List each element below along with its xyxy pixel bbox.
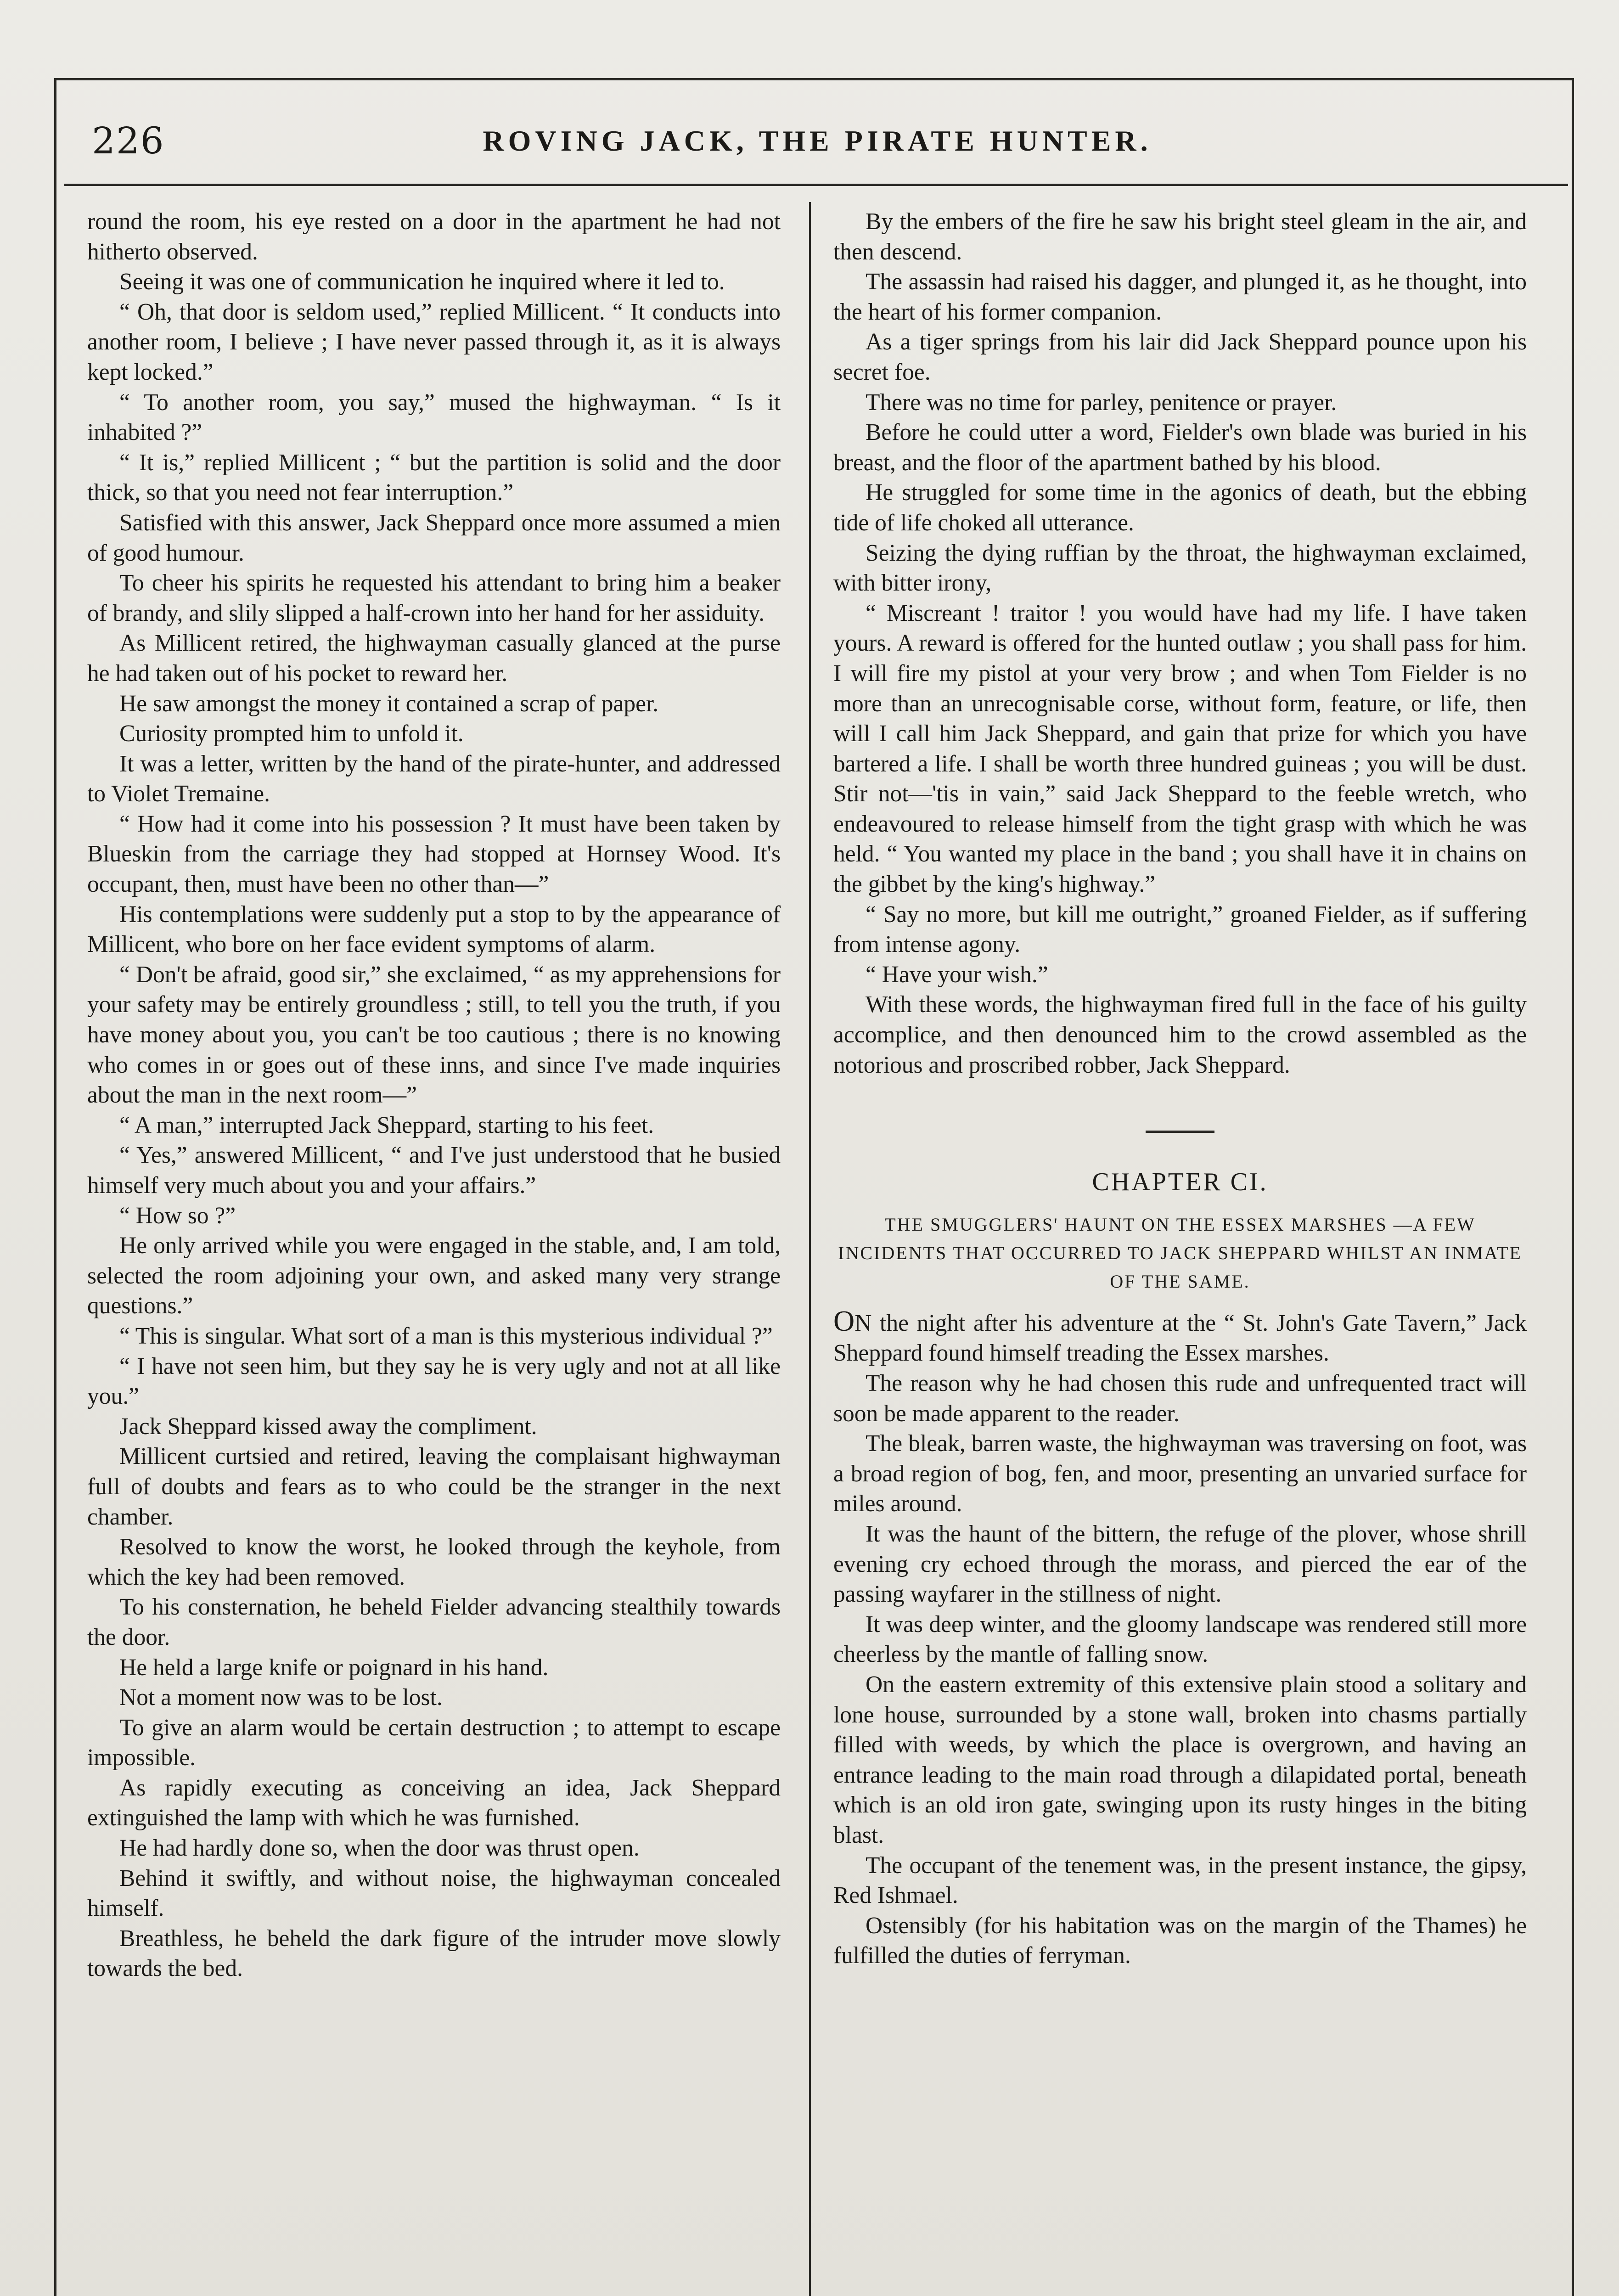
- page-number: 226: [92, 119, 165, 162]
- paragraph: It was deep winter, and the gloomy landscape was rendered still more cheerless by the mantle of falling snow.: [833, 1611, 1527, 1668]
- paragraph: It was a letter, written by the hand of the pirate-hunter, and addressed to Violet Tremaine.: [87, 750, 781, 807]
- page-header: [69, 110, 1566, 170]
- paragraph: “ Have your wish.”: [866, 961, 1048, 988]
- paragraph: As Millicent retired, the highwayman casually glanced at the purse he had taken out of his pocket to reward her.: [87, 630, 781, 687]
- paragraph: Not a moment now was to be lost.: [119, 1684, 443, 1711]
- paragraph: To cheer his spirits he requested his attendant to bring him a beaker of brandy, and slily slipped a half-crown into her hand for her assiduity.: [87, 570, 781, 626]
- paragraph: On the eastern extremity of this extensive plain stood a solitary and lone house, surrounded by a stone wall, broken into chasms partially filled with weeds, by which the place is overgrown, and having an entrance leading to the main road through a dilapidated portal, beneath which is an old iron gate, swinging upon its rusty hinges in the biting blast.: [833, 1671, 1527, 1848]
- paragraph: Seizing the dying ruffian by the throat, the highwayman exclaimed, with bitter irony,: [833, 540, 1527, 597]
- paragraph: Before he could utter a word, Fielder's own blade was buried in his breast, and the floor of the apartment bathed by his blood.: [833, 419, 1527, 476]
- paragraph: Behind it swiftly, and without noise, the highwayman concealed himself.: [87, 1865, 781, 1922]
- paragraph: Seeing it was one of communication he inquired where it led to.: [119, 269, 725, 295]
- paragraph: “ To another room, you say,” mused the highwayman. “ Is it inhabited ?”: [87, 389, 781, 446]
- left-column: [87, 207, 781, 1984]
- paragraph: He only arrived while you were engaged in the stable, and, I am told, selected the room adjoining your own, and asked many very strange questions.”: [87, 1232, 781, 1319]
- paragraph: The bleak, barren waste, the highwayman was traversing on foot, was a broad region of bog, fen, and moor, presenting an unvaried surface for miles around.: [833, 1430, 1527, 1517]
- paragraph: “ Say no more, but kill me outright,” groaned Fielder, as if suffering from intense agony.: [833, 901, 1527, 958]
- running-title: ROVING JACK, THE PIRATE HUNTER.: [483, 124, 1152, 157]
- drop-cap: O: [833, 1304, 855, 1337]
- paragraph: With these words, the highwayman fired full in the face of his guilty accomplice, and then denounced him to the crowd assembled as the notorious and proscribed robber, Jack Sheppard.: [833, 991, 1527, 1078]
- paragraph: The reason why he had chosen this rude and unfrequented tract will soon be made apparent to the reader.: [833, 1370, 1527, 1427]
- chapter-summary: THE SMUGGLERS' HAUNT ON THE ESSEX MARSHES —A FEW INCIDENTS THAT OCCURRED TO JACK SHEPPARD WHILST AN INMATE OF THE SAME.: [838, 1214, 1522, 1292]
- paragraph: He saw amongst the money it contained a scrap of paper.: [119, 690, 659, 717]
- paragraph: To his consternation, he beheld Fielder advancing stealthily towards the door.: [87, 1594, 781, 1650]
- chapter-title: CHAPTER CI.: [1092, 1168, 1268, 1197]
- paragraph: He held a large knife or poignard in his hand.: [119, 1654, 549, 1681]
- paragraph: “ How had it come into his possession ? It must have been taken by Blueskin from the carriage they had stopped at Hornsey Wood. It's occupant, then, must have been no other than—”: [87, 810, 781, 898]
- paragraph: “ A man,” interrupted Jack Sheppard, starting to his feet.: [119, 1112, 654, 1138]
- paragraph: By the embers of the fire he saw his bright steel gleam in the air, and then descend.: [833, 208, 1527, 265]
- paragraph: “ I have not seen him, but they say he is very ugly and not at all like you.”: [87, 1353, 781, 1410]
- column-divider: [809, 202, 811, 2296]
- paragraph: Jack Sheppard kissed away the compliment.: [119, 1413, 537, 1440]
- paragraph: “ Oh, that door is seldom used,” replied Millicent. “ It conducts into another room, I believe ; I have never passed through it, as it is always kept locked.”: [87, 298, 781, 385]
- paragraph: He had hardly done so, when the door was thrust open.: [119, 1835, 640, 1862]
- paragraph: There was no time for parley, penitence or prayer.: [866, 389, 1337, 416]
- header-rule: [64, 184, 1568, 186]
- paragraph: Curiosity prompted him to unfold it.: [119, 720, 464, 747]
- right-column: [833, 207, 1527, 1971]
- paragraph: As a tiger springs from his lair did Jack Sheppard pounce upon his secret foe.: [833, 329, 1527, 385]
- paragraph: “ Yes,” answered Millicent, “ and I've just understood that he busied himself very much about you and your affairs.”: [87, 1142, 781, 1199]
- paragraph: He struggled for some time in the agonics of death, but the ebbing tide of life choked all utterance.: [833, 479, 1527, 536]
- paragraph: It was the haunt of the bittern, the refuge of the plover, whose shrill evening cry echoed through the morass, and pierced the ear of the passing wayfarer in the stillness of night.: [833, 1520, 1527, 1608]
- paragraph: Breathless, he beheld the dark figure of the intruder move slowly towards the bed.: [87, 1925, 781, 1982]
- paragraph: “ This is singular. What sort of a man is this mysterious individual ?”: [119, 1322, 773, 1349]
- paragraph: His contemplations were suddenly put a stop to by the appearance of Millicent, who bore on her face evident symptoms of alarm.: [87, 901, 781, 958]
- paragraph: The assassin had raised his dagger, and plunged it, as he thought, into the heart of his former companion.: [833, 269, 1527, 325]
- paragraph: “ Miscreant ! traitor ! you would have had my life. I have taken yours. A reward is offered for the hunted outlaw ; you shall pass for him. I will fire my pistol at your very brow ; and when Tom Fielder is no more than an unrecognisable corse, without form, feature, or life, then will I call him Jack Sheppard, and gain that prize for which you have bartered a life. I shall be worth three hundred guineas ; you will be dust. Stir not—'tis in vain,” said Jack Sheppard to the feeble wretch, who endeavoured to release himself from the tight grasp with which he was held. “ You wanted my place in the band ; you shall have it in chains on the gibbet by the king's highway.”: [833, 600, 1527, 898]
- paragraph: The occupant of the tenement was, in the present instance, the gipsy, Red Ishmael.: [833, 1852, 1527, 1909]
- paragraph: “ How so ?”: [119, 1202, 236, 1229]
- paragraph: “ It is,” replied Millicent ; “ but the partition is solid and the door thick, so that you need not fear interruption.”: [87, 449, 781, 506]
- opening-text: N the night after his adventure at the “ St. John's Gate Tavern,” Jack Sheppard found himself treading the Essex marshes.: [833, 1310, 1527, 1367]
- paragraph: Ostensibly (for his habitation was on the margin of the Thames) he fulfilled the duties of ferryman.: [833, 1912, 1527, 1969]
- paragraph: As rapidly executing as conceiving an idea, Jack Sheppard extinguished the lamp with which he was furnished.: [87, 1774, 781, 1831]
- paragraph: Millicent curtsied and retired, leaving the complaisant highwayman full of doubts and fears as to who could be the stranger in the next chamber.: [87, 1443, 781, 1530]
- paragraph: round the room, his eye rested on a door in the apartment he had not hitherto observed.: [87, 208, 781, 265]
- paragraph: Resolved to know the worst, he looked through the keyhole, from which the key had been removed.: [87, 1534, 781, 1590]
- section-rule: [1146, 1131, 1214, 1133]
- chapter-opening-paragraph: [833, 1306, 1527, 1368]
- paragraph: “ Don't be afraid, good sir,” she exclaimed, “ as my apprehensions for your safety may be entirely groundless ; still, to tell you the truth, if you have money about you, you can't be too cautious ; there is no knowing who comes in or goes out of these inns, and since I've made inquiries about the man in the next room—”: [87, 961, 781, 1109]
- paragraph: Satisfied with this answer, Jack Sheppard once more assumed a mien of good humour.: [87, 509, 781, 566]
- paragraph: To give an alarm would be certain destruction ; to attempt to escape impossible.: [87, 1714, 781, 1771]
